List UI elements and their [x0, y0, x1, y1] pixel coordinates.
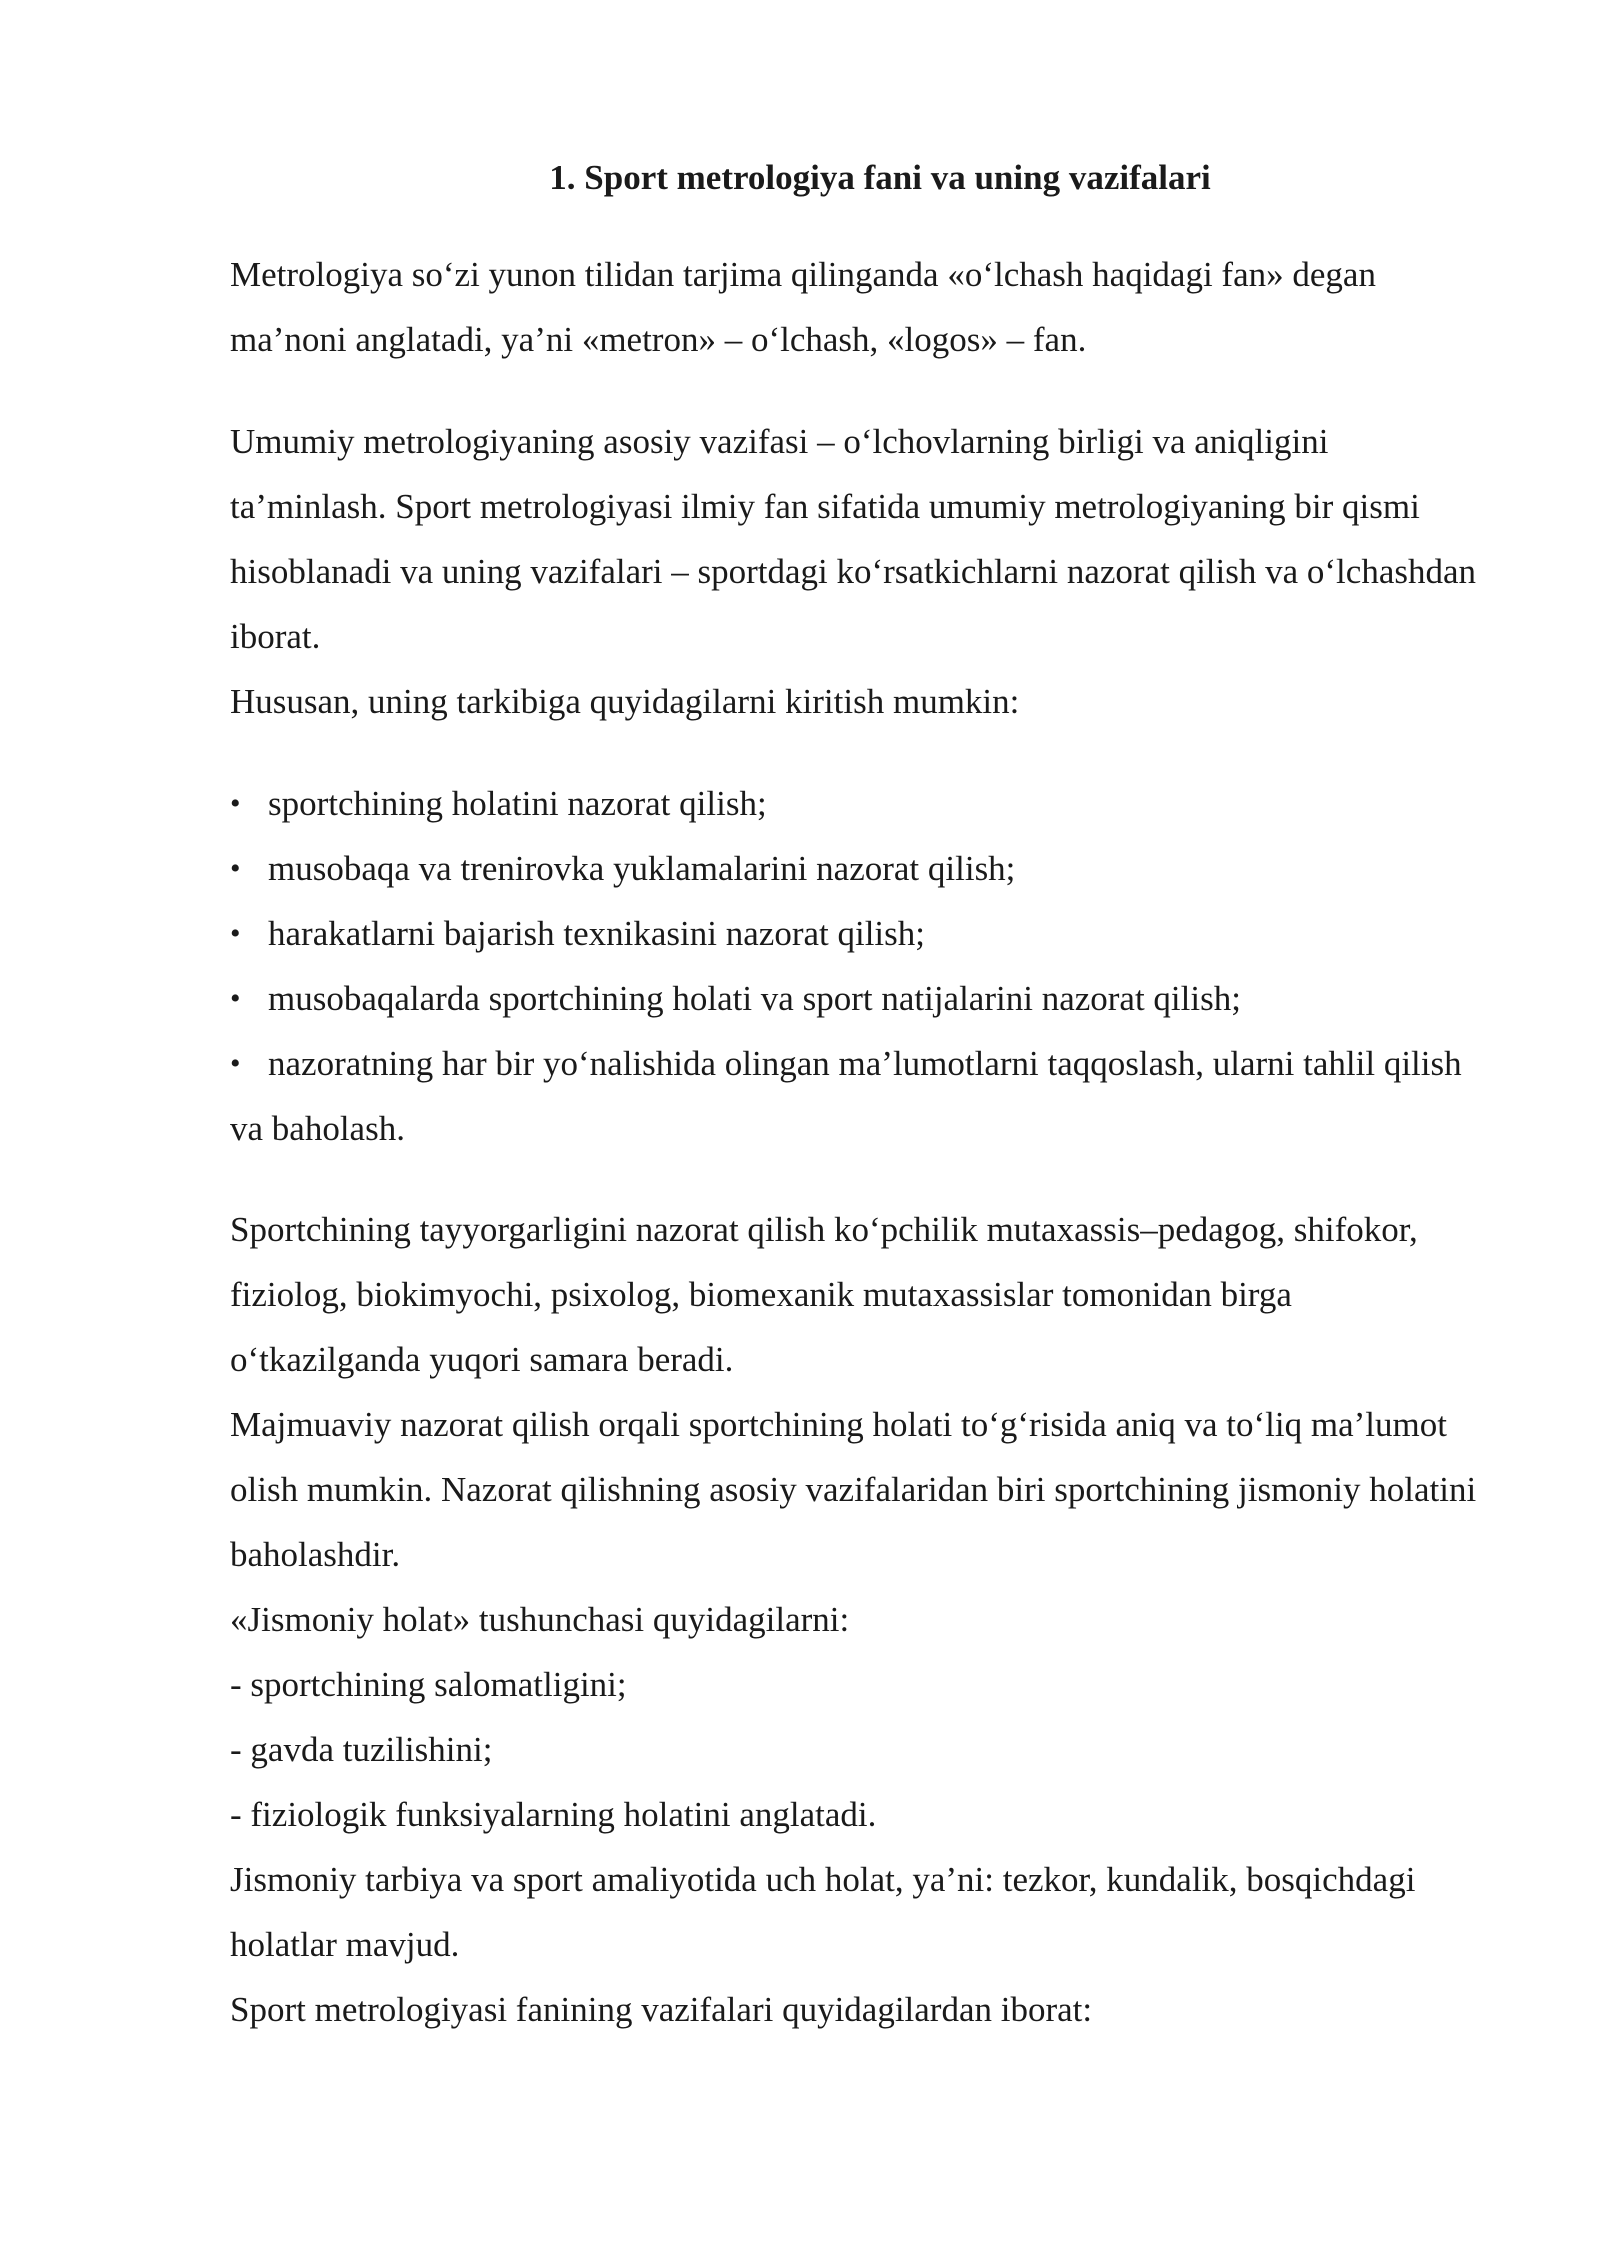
bullet-list: [230, 771, 1480, 1161]
document-title: 1. Sport metrologiya fani va uning vazifalari: [549, 158, 1211, 197]
paragraph-physical-state-intro: «Jismoniy holat» tushunchasi quyidagilarni:: [230, 1600, 850, 1639]
list-item: • musobaqalarda sportchining holati va sport natijalarini nazorat qilish;: [230, 966, 1480, 1031]
list-item: • musobaqa va trenirovka yuklamalarini nazorat qilish;: [230, 836, 1480, 901]
list-item: • nazoratning har bir yo‘nalishida olingan ma’lumotlarni taqqoslash, ularni tahlil qilish va baholash.: [230, 1031, 1480, 1161]
dash-item-body-structure: - gavda tuzilishini;: [230, 1730, 493, 1769]
bullet-icon: •: [230, 982, 241, 1015]
list-item: • sportchining holatini nazorat qilish;: [230, 771, 1480, 836]
paragraph-athlete-preparation: Sportchining tayyorgarligini nazorat qilish ko‘pchilik mutaxassis–pedagog, shifokor, fiziolog, biokimyochi, psixolog, biomexanik mutaxassislar tomonidan birga o‘tkazilganda yuqori samara beradi.: [230, 1210, 1418, 1379]
paragraph-general-metrology: Umumiy metrologiyaning asosiy vazifasi – o‘lchovlarning birligi va aniqligini ta’minlash. Sport metrologiyasi ilmiy fan sifatida umumiy metrologiyaning bir qismi hisoblanadi va uning vazifalari – sportdagi ko‘rsatkichlarni nazorat qilish va o‘lchashdan iborat.: [230, 422, 1477, 656]
bullet-icon: •: [230, 917, 241, 950]
dash-item-physiology: - fiziologik funksiyalarning holatini anglatadi.: [230, 1795, 877, 1834]
paragraph-tasks-intro: Sport metrologiyasi fanining vazifalari quyidagilardan iborat:: [230, 1990, 1093, 2029]
paragraph-complex-control: Majmuaviy nazorat qilish orqali sportchining holati to‘g‘risida aniq va to‘liq ma’lumot olish mumkin. Nazorat qilishning asosiy vazifalaridan biri sportchining jismoniy holatini baholashdir.: [230, 1405, 1477, 1574]
dash-item-health: - sportchining salomatligini;: [230, 1665, 627, 1704]
bullet-icon: •: [230, 852, 241, 885]
paragraph-metrologiya-definition: Metrologiya so‘zi yunon tilidan tarjima qilinganda «o‘lchash haqidagi fan» degan ma’noni anglatadi, ya’ni «metron» – o‘lchash, «logos» – fan.: [230, 255, 1376, 359]
document-page: [230, 145, 1480, 2042]
bullet-icon: •: [230, 787, 241, 820]
list-item: • harakatlarni bajarish texnikasini nazorat qilish;: [230, 901, 1480, 966]
paragraph-three-states: Jismoniy tarbiya va sport amaliyotida uch holat, ya’ni: tezkor, kundalik, bosqichdagi holatlar mavjud.: [230, 1860, 1416, 1964]
paragraph-includes-intro: Hususan, uning tarkibiga quyidagilarni kiritish mumkin:: [230, 682, 1020, 721]
bullet-icon: •: [230, 1047, 241, 1080]
